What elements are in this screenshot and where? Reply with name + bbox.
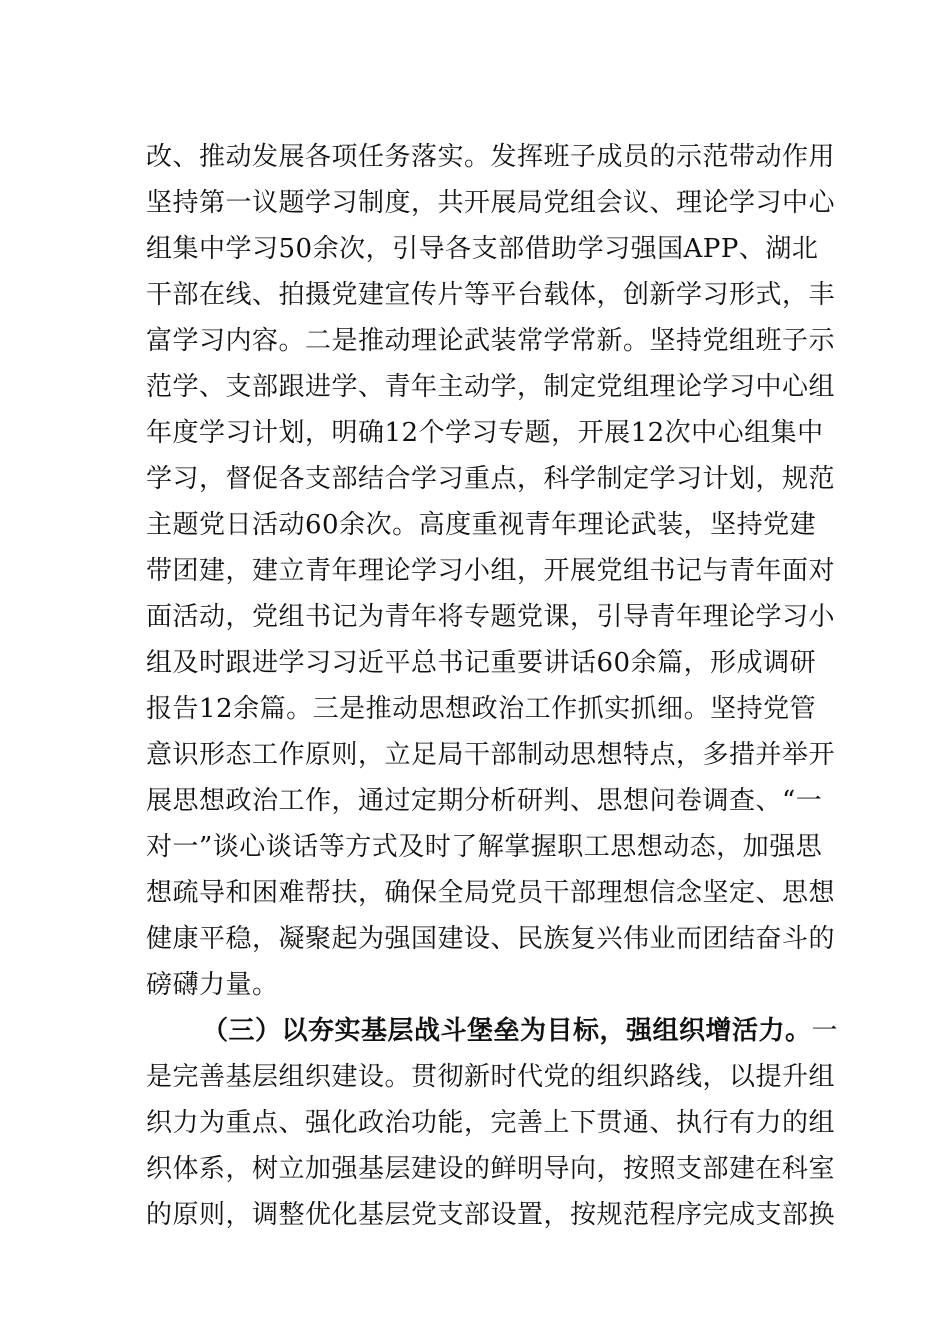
section-line: 的原则，调整优化基层党支部设置，按规范程序完成支部换 xyxy=(146,1200,836,1230)
paragraph-line: 面活动，党组书记为青年将专题党课，引导青年理论学习小 xyxy=(146,602,836,632)
paragraph-line: 带团建，建立青年理论学习小组，开展党组书记与青年面对 xyxy=(146,556,836,586)
section-heading-tail: 一 xyxy=(811,1016,839,1046)
paragraph-line: 年度学习计划，明确12个学习专题，开展12次中心组集中 xyxy=(146,418,824,448)
paragraph-line: 富学习内容。二是推动理论武装常学常新。坚持党组班子示 xyxy=(146,326,836,356)
section-line: 织体系，树立加强基层建设的鲜明导向，按照支部建在科室 xyxy=(146,1154,836,1184)
paragraph-line: 展思想政治工作，通过定期分析研判、思想问卷调查、“一 xyxy=(146,786,823,816)
paragraph-line: 组及时跟进学习习近平总书记重要讲话60余篇，形成调研 xyxy=(146,648,817,678)
paragraph-line: 主题党日活动60余次。高度重视青年理论武装，坚持党建 xyxy=(146,510,817,540)
section-heading-line xyxy=(202,1008,839,1054)
paragraph-line: 报告12余篇。三是推动思想政治工作抓实抓细。坚持党管 xyxy=(146,694,817,724)
paragraph-line: 坚持第一议题学习制度，共开展局党组会议、理论学习中心 xyxy=(146,188,836,218)
paragraph-line-last: 磅礴力量。 xyxy=(146,970,279,1000)
section-heading: （三）以夯实基层战斗堡垒为目标，强组织增活力。 xyxy=(202,1016,812,1046)
paragraph-line: 想疏导和困难帮扶，确保全局党员干部理想信念坚定、思想 xyxy=(146,878,836,908)
paragraph-line: 干部在线、拍摄党建宣传片等平台载体，创新学习形式，丰 xyxy=(146,280,836,310)
paragraph-line: 范学、支部跟进学、青年主动学，制定党组理论学习中心组 xyxy=(146,372,836,402)
paragraph-line: 意识形态工作原则，立足局干部制动思想特点，多措并举开 xyxy=(146,740,836,770)
paragraph-line: 健康平稳，凝聚起为强国建设、民族复兴伟业而团结奋斗的 xyxy=(146,924,836,954)
paragraph-line: 组集中学习50余次，引导各支部借助学习强国APP、湖北 xyxy=(146,234,819,264)
paragraph-line: 对一”谈心谈话等方式及时了解掌握职工思想动态，加强思 xyxy=(146,832,823,862)
section-line: 织力为重点、强化政治功能，完善上下贯通、执行有力的组 xyxy=(146,1108,836,1138)
paragraph-line: 学习，督促各支部结合学习重点，科学制定学习计划，规范 xyxy=(146,464,836,494)
section-line: 是完善基层组织建设。贯彻新时代党的组织路线，以提升组 xyxy=(146,1062,836,1092)
paragraph-line: 改、推动发展各项任务落实。发挥班子成员的示范带动作用 xyxy=(146,142,836,172)
